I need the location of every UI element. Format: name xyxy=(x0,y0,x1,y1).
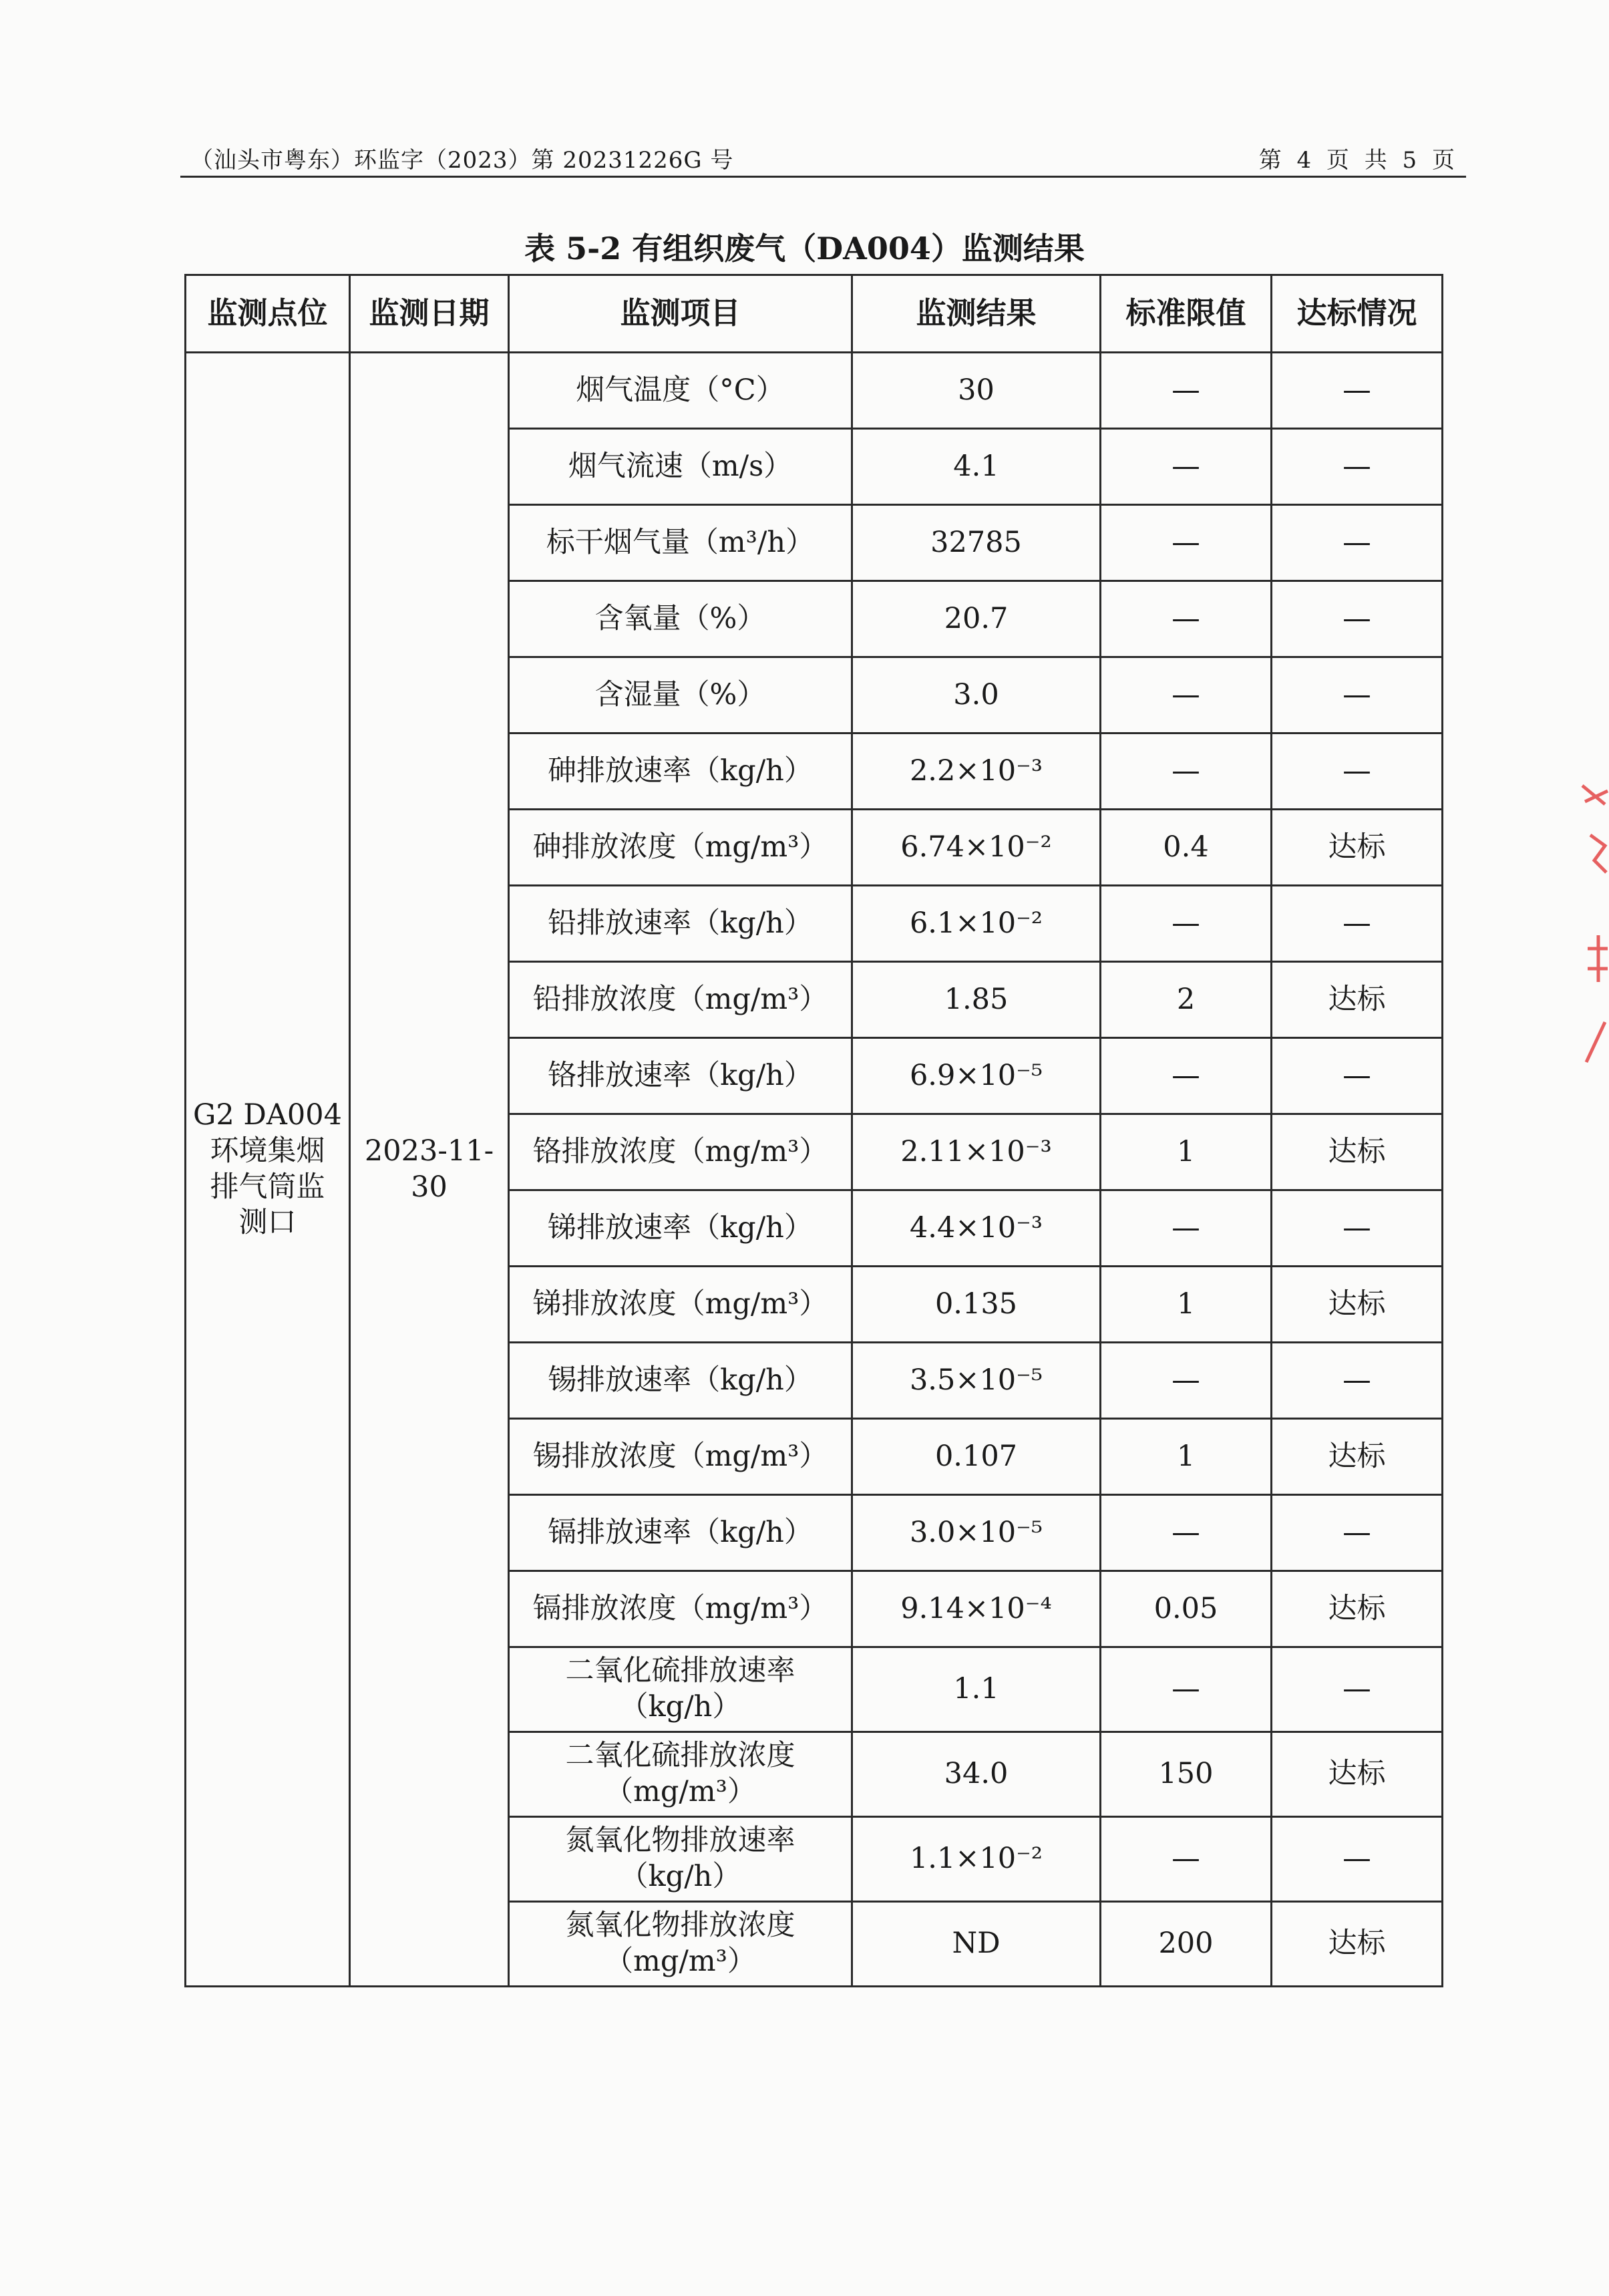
result-cell: 34.0 xyxy=(852,1732,1101,1817)
status-cell: 达标 xyxy=(1272,962,1443,1038)
table-body xyxy=(186,353,1443,1987)
result-cell: 4.1 xyxy=(852,429,1101,505)
result-cell: 3.0×10⁻⁵ xyxy=(852,1495,1101,1571)
item-cell: 砷排放速率（kg/h） xyxy=(509,733,852,810)
table-header xyxy=(186,275,1443,353)
limit-cell: 2 xyxy=(1101,962,1272,1038)
item-cell xyxy=(509,1902,852,1987)
col-header-site: 监测点位 xyxy=(186,275,350,353)
item-cell: 锑排放速率（kg/h） xyxy=(509,1190,852,1267)
result-cell: 2.11×10⁻³ xyxy=(852,1114,1101,1190)
header-divider xyxy=(180,176,1466,178)
col-header-result: 监测结果 xyxy=(852,275,1101,353)
result-cell: 1.1×10⁻² xyxy=(852,1817,1101,1902)
status-cell: — xyxy=(1272,1190,1443,1267)
limit-cell: 150 xyxy=(1101,1732,1272,1817)
limit-cell: — xyxy=(1101,1817,1272,1902)
result-cell: 6.9×10⁻⁵ xyxy=(852,1038,1101,1114)
limit-cell: — xyxy=(1101,657,1272,733)
item-cell xyxy=(509,1732,852,1817)
monitoring-results-table xyxy=(184,274,1443,1987)
limit-cell: — xyxy=(1101,429,1272,505)
item-line: （kg/h） xyxy=(619,1690,741,1724)
item-cell: 烟气温度（°C） xyxy=(509,353,852,429)
item-cell: 铬排放速率（kg/h） xyxy=(509,1038,852,1114)
limit-cell: 200 xyxy=(1101,1902,1272,1987)
item-line: （kg/h） xyxy=(619,1860,741,1893)
limit-cell: — xyxy=(1101,1495,1272,1571)
result-cell: 1.1 xyxy=(852,1647,1101,1732)
result-cell: 1.85 xyxy=(852,962,1101,1038)
status-cell: — xyxy=(1272,1038,1443,1114)
status-cell: 达标 xyxy=(1272,1114,1443,1190)
limit-cell: 1 xyxy=(1101,1267,1272,1343)
site-line: 排气筒监 xyxy=(210,1170,325,1204)
result-cell: ND xyxy=(852,1902,1101,1987)
limit-cell: 1 xyxy=(1101,1419,1272,1495)
status-cell: — xyxy=(1272,505,1443,581)
status-cell: — xyxy=(1272,657,1443,733)
result-cell: 9.14×10⁻⁴ xyxy=(852,1571,1101,1647)
result-cell: 3.0 xyxy=(852,657,1101,733)
status-cell: — xyxy=(1272,581,1443,657)
site-line: 环境集烟 xyxy=(210,1134,325,1168)
result-cell: 0.135 xyxy=(852,1267,1101,1343)
status-cell: 达标 xyxy=(1272,1267,1443,1343)
limit-cell: — xyxy=(1101,353,1272,429)
item-cell: 锑排放浓度（mg/m³） xyxy=(509,1267,852,1343)
header-row xyxy=(186,275,1443,353)
limit-cell: — xyxy=(1101,581,1272,657)
item-cell: 含湿量（%） xyxy=(509,657,852,733)
limit-cell: 0.05 xyxy=(1101,1571,1272,1647)
status-cell: — xyxy=(1272,1817,1443,1902)
item-cell: 铅排放浓度（mg/m³） xyxy=(509,962,852,1038)
status-cell: — xyxy=(1272,1495,1443,1571)
monitoring-date-cell: 2023-11-30 xyxy=(350,353,509,1987)
item-line: 氮氧化物排放速率 xyxy=(565,1824,795,1858)
result-cell: 30 xyxy=(852,353,1101,429)
limit-cell: — xyxy=(1101,1647,1272,1732)
item-cell: 铅排放速率（kg/h） xyxy=(509,886,852,962)
item-cell: 含氧量（%） xyxy=(509,581,852,657)
limit-cell: 1 xyxy=(1101,1114,1272,1190)
item-cell: 标干烟气量（m³/h） xyxy=(509,505,852,581)
item-cell: 锡排放浓度（mg/m³） xyxy=(509,1419,852,1495)
status-cell: — xyxy=(1272,1647,1443,1732)
document-number: （汕头市粤东）环监字（2023）第 20231226G 号 xyxy=(190,147,734,174)
status-cell: — xyxy=(1272,733,1443,810)
item-cell: 镉排放速率（kg/h） xyxy=(509,1495,852,1571)
table-row xyxy=(186,353,1443,429)
status-cell: 达标 xyxy=(1272,810,1443,886)
item-cell: 锡排放速率（kg/h） xyxy=(509,1343,852,1419)
result-cell: 4.4×10⁻³ xyxy=(852,1190,1101,1267)
item-line: （mg/m³） xyxy=(604,1945,756,1978)
site-line: 测口 xyxy=(238,1206,297,1240)
status-cell: — xyxy=(1272,353,1443,429)
result-cell: 6.74×10⁻² xyxy=(852,810,1101,886)
status-cell: 达标 xyxy=(1272,1902,1443,1987)
col-header-status: 达标情况 xyxy=(1272,275,1443,353)
item-cell: 砷排放浓度（mg/m³） xyxy=(509,810,852,886)
status-cell: 达标 xyxy=(1272,1732,1443,1817)
limit-cell: — xyxy=(1101,505,1272,581)
item-cell: 烟气流速（m/s） xyxy=(509,429,852,505)
limit-cell: 0.4 xyxy=(1101,810,1272,886)
col-header-date: 监测日期 xyxy=(350,275,509,353)
page-indicator: 第 4 页 共 5 页 xyxy=(1258,147,1459,174)
item-line: （mg/m³） xyxy=(604,1775,756,1808)
item-cell xyxy=(509,1647,852,1732)
red-seal-stamp-fragment xyxy=(1578,782,1609,1076)
limit-cell: — xyxy=(1101,886,1272,962)
result-cell: 6.1×10⁻² xyxy=(852,886,1101,962)
item-line: 二氧化硫排放浓度 xyxy=(565,1739,795,1773)
status-cell: 达标 xyxy=(1272,1419,1443,1495)
result-cell: 20.7 xyxy=(852,581,1101,657)
status-cell: — xyxy=(1272,1343,1443,1419)
item-cell: 铬排放浓度（mg/m³） xyxy=(509,1114,852,1190)
result-cell: 2.2×10⁻³ xyxy=(852,733,1101,810)
monitoring-site-cell xyxy=(186,353,350,1987)
item-line: 二氧化硫排放速率 xyxy=(565,1654,795,1688)
status-cell: — xyxy=(1272,886,1443,962)
item-line: 氮氧化物排放浓度 xyxy=(565,1909,795,1943)
col-header-item: 监测项目 xyxy=(509,275,852,353)
item-cell xyxy=(509,1817,852,1902)
limit-cell: — xyxy=(1101,733,1272,810)
limit-cell: — xyxy=(1101,1190,1272,1267)
item-cell: 镉排放浓度（mg/m³） xyxy=(509,1571,852,1647)
limit-cell: — xyxy=(1101,1343,1272,1419)
result-cell: 0.107 xyxy=(852,1419,1101,1495)
col-header-limit: 标准限值 xyxy=(1101,275,1272,353)
limit-cell: — xyxy=(1101,1038,1272,1114)
status-cell: 达标 xyxy=(1272,1571,1443,1647)
table-title: 表 5-2 有组织废气（DA004）监测结果 xyxy=(524,230,1085,267)
site-line: G2 DA004 xyxy=(193,1098,342,1132)
result-cell: 3.5×10⁻⁵ xyxy=(852,1343,1101,1419)
result-cell: 32785 xyxy=(852,505,1101,581)
status-cell: — xyxy=(1272,429,1443,505)
